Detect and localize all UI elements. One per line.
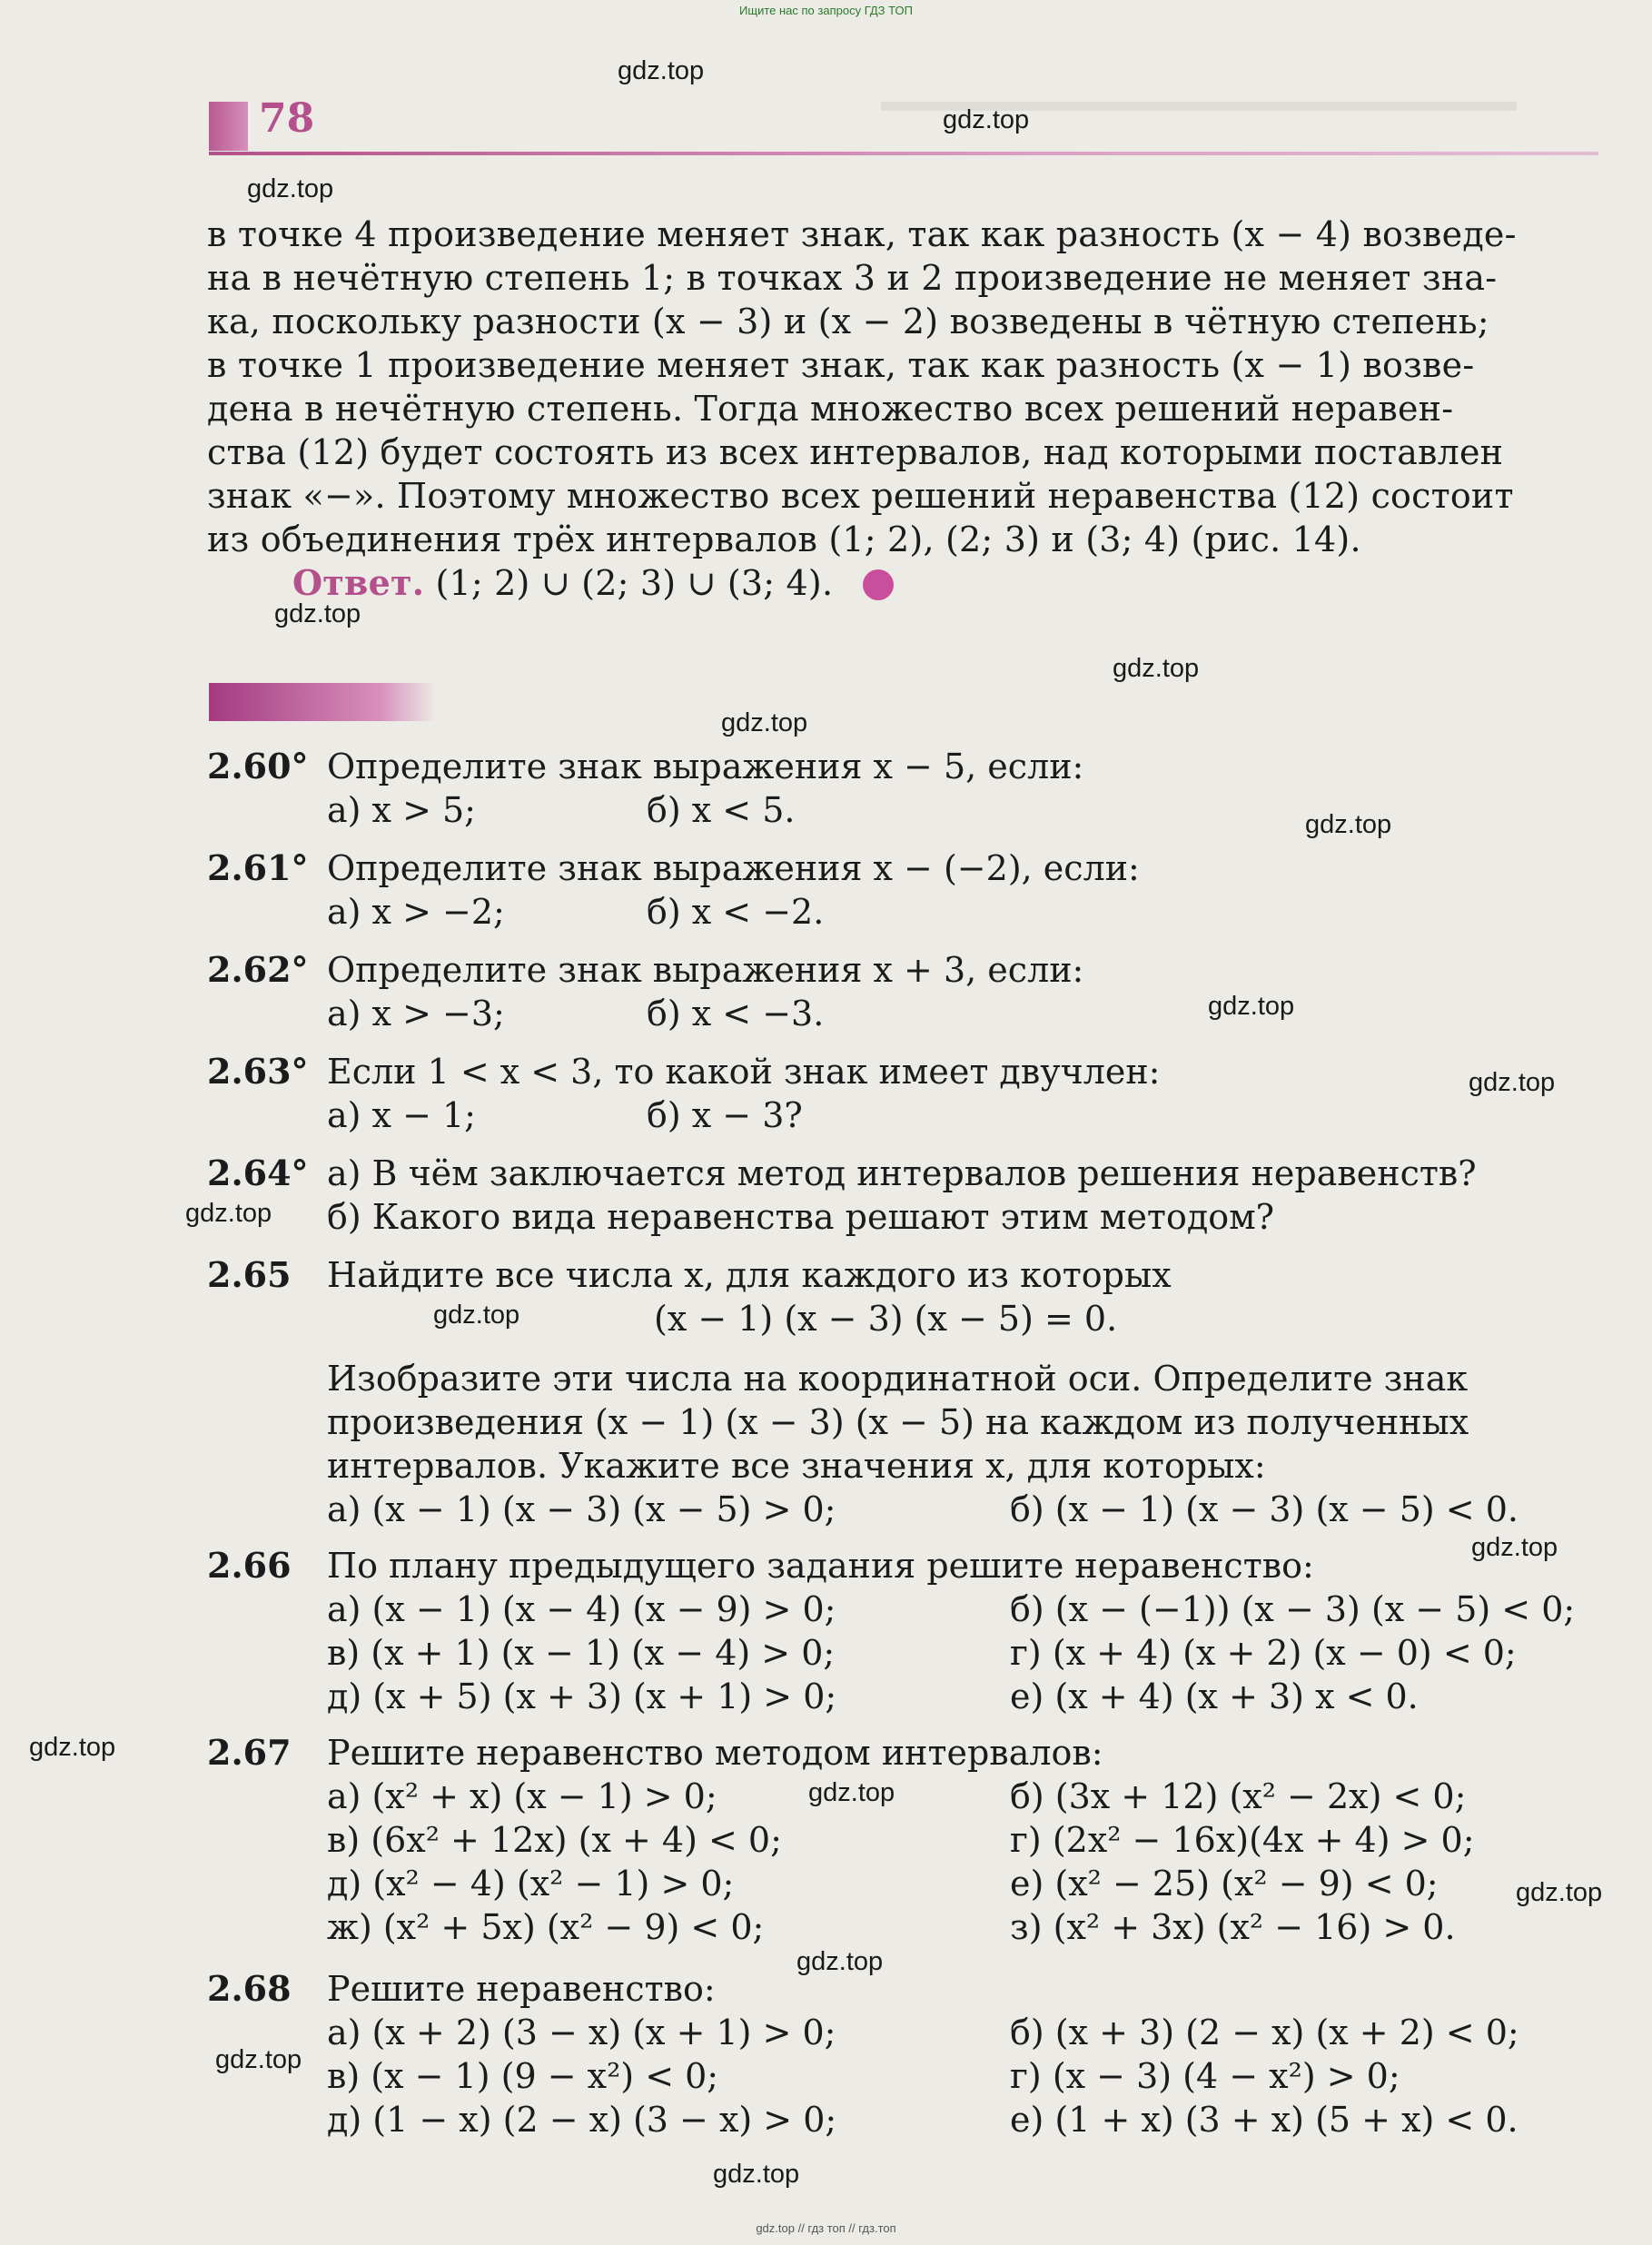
watermark: gdz.top xyxy=(808,1778,895,1807)
option-b: б) (3x + 12) (x² − 2x) < 0; xyxy=(1010,1776,1467,1816)
problem-number: 2.60° xyxy=(207,746,309,786)
problem-text: Определите знак выражения x + 3, если: xyxy=(327,950,1084,990)
option-a: а) (x − 1) (x − 3) (x − 5) > 0; xyxy=(327,1489,836,1529)
intro-line-5: дена в нечётную степень. Тогда множество всех решений неравен- xyxy=(207,389,1454,429)
watermark: gdz.top xyxy=(29,1733,116,1762)
problem-text: Решите неравенство: xyxy=(327,1969,716,2009)
watermark: gdz.top xyxy=(1516,1878,1603,1907)
intro-line-8: из объединения трёх интервалов (1; 2), (2; 3) и (3; 4) (рис. 14). xyxy=(207,519,1361,559)
answer-value: (1; 2) ∪ (2; 3) ∪ (3; 4). xyxy=(435,563,834,603)
watermark: gdz.top xyxy=(215,2045,302,2074)
watermark: gdz.top xyxy=(713,2160,800,2189)
problem-text: Если 1 < x < 3, то какой знак имеет двучлен: xyxy=(327,1052,1161,1092)
watermark: gdz.top xyxy=(433,1301,520,1330)
option-d: д) (x + 5) (x + 3) (x + 1) > 0; xyxy=(327,1676,837,1716)
watermark: gdz.top xyxy=(1469,1068,1556,1097)
option-d: д) (x² − 4) (x² − 1) > 0; xyxy=(327,1864,735,1904)
problem-number: 2.68 xyxy=(207,1968,292,2009)
intro-line-3: ка, поскольку разности (x − 3) и (x − 2) возведены в чётную степень; xyxy=(207,302,1489,341)
watermark: gdz.top xyxy=(721,708,808,737)
answer-label: Ответ. xyxy=(292,562,425,603)
option-e: е) (x + 4) (x + 3) x < 0. xyxy=(1010,1676,1419,1716)
problem-text-line: Изобразите эти числа на координатной оси. Определите знак xyxy=(327,1359,1469,1399)
watermark: gdz.top xyxy=(274,599,361,628)
option-g: г) (x + 4) (x + 2) (x − 0) < 0; xyxy=(1010,1633,1517,1673)
intro-line-1: в точке 4 произведение меняет знак, так как разность (x − 4) возведе- xyxy=(207,214,1517,254)
option-e: е) (x² − 25) (x² − 9) < 0; xyxy=(1010,1864,1439,1904)
answer-line xyxy=(292,561,1652,605)
page-number-marker xyxy=(209,102,248,151)
problem-text-line: произведения (x − 1) (x − 3) (x − 5) на каждом из полученных xyxy=(327,1402,1469,1442)
end-of-solution-marker xyxy=(863,569,894,600)
problem-number: 2.63° xyxy=(207,1051,309,1092)
option-a: а) x − 1; xyxy=(327,1095,476,1135)
problem-number: 2.66 xyxy=(207,1545,292,1586)
problem-number: 2.61° xyxy=(207,847,309,888)
intro-line-7: знак «−». Поэтому множество всех решений неравенства (12) состоит xyxy=(207,476,1514,516)
option-b: б) x < 5. xyxy=(647,790,796,830)
option-a: а) (x + 2) (3 − x) (x + 1) > 0; xyxy=(327,2013,836,2052)
option-a: а) x > 5; xyxy=(327,790,476,830)
watermark: gdz.top xyxy=(185,1199,272,1228)
option-b: б) x − 3? xyxy=(647,1095,803,1135)
problem-number: 2.64° xyxy=(207,1152,309,1193)
option-z: з) (x² + 3x) (x² − 16) > 0. xyxy=(1010,1907,1456,1947)
option-v: в) (6x² + 12x) (x + 4) < 0; xyxy=(327,1820,782,1860)
problem-number: 2.67 xyxy=(207,1732,292,1773)
watermark: gdz.top xyxy=(1208,992,1295,1021)
top-note: Ищите нас по запросу ГДЗ ТОП xyxy=(739,4,913,17)
option-a: а) (x² + x) (x − 1) > 0; xyxy=(327,1776,717,1816)
problem-text: Решите неравенство методом интервалов: xyxy=(327,1733,1103,1773)
option-e: е) (1 + x) (3 + x) (5 + x) < 0. xyxy=(1010,2100,1518,2140)
option-b: б) x < −3. xyxy=(647,994,825,1033)
option-b: б) (x − 1) (x − 3) (x − 5) < 0. xyxy=(1010,1489,1518,1529)
option-g: г) (2x² − 16x)(4x + 4) > 0; xyxy=(1010,1820,1475,1860)
watermark: gdz.top xyxy=(1471,1533,1558,1562)
problem-text: Определите знак выражения x − (−2), если: xyxy=(327,848,1140,888)
intro-line-6: ства (12) будет состоять из всех интервалов, над которыми поставлен xyxy=(207,432,1504,472)
option-v: в) (x + 1) (x − 1) (x − 4) > 0; xyxy=(327,1633,836,1673)
watermark: gdz.top xyxy=(1305,810,1392,839)
option-b: б) (x − (−1)) (x − 3) (x − 5) < 0; xyxy=(1010,1589,1576,1629)
header-rule xyxy=(209,152,1598,155)
option-a: а) В чём заключается метод интервалов решения неравенств? xyxy=(327,1153,1477,1193)
page-number: 78 xyxy=(259,95,315,142)
option-b: б) Какого вида неравенства решают этим методом? xyxy=(327,1197,1275,1237)
option-a: а) (x − 1) (x − 4) (x − 9) > 0; xyxy=(327,1589,836,1629)
problem-text-line: интервалов. Укажите все значения x, для которых: xyxy=(327,1446,1266,1486)
option-d: д) (1 − x) (2 − x) (3 − x) > 0; xyxy=(327,2100,837,2140)
problem-text: По плану предыдущего задания решите неравенство: xyxy=(327,1546,1314,1586)
problem-number: 2.62° xyxy=(207,949,309,990)
option-zh: ж) (x² + 5x) (x² − 9) < 0; xyxy=(327,1907,765,1947)
problem-text: Определите знак выражения x − 5, если: xyxy=(327,747,1084,786)
option-b: б) x < −2. xyxy=(647,892,825,932)
problem-equation: (x − 1) (x − 3) (x − 5) = 0. xyxy=(654,1299,1118,1339)
watermark: gdz.top xyxy=(1113,654,1200,683)
intro-line-2: на в нечётную степень 1; в точках 3 и 2 произведение не меняет зна- xyxy=(207,258,1498,298)
bottom-note: gdz.top // гдз топ // гдз.топ xyxy=(756,2221,896,2235)
intro-line-4: в точке 1 произведение меняет знак, так как разность (x − 1) возве- xyxy=(207,345,1475,385)
watermark: gdz.top xyxy=(618,56,705,85)
problem-number: 2.65 xyxy=(207,1254,292,1295)
watermark: gdz.top xyxy=(943,105,1030,134)
watermark: gdz.top xyxy=(247,174,334,203)
option-g: г) (x − 3) (4 − x²) > 0; xyxy=(1010,2056,1400,2096)
option-b: б) (x + 3) (2 − x) (x + 2) < 0; xyxy=(1010,2013,1519,2052)
problem-text: Найдите все числа x, для каждого из которых xyxy=(327,1255,1172,1295)
option-v: в) (x − 1) (9 − x²) < 0; xyxy=(327,2056,719,2096)
watermark: gdz.top xyxy=(796,1947,884,1976)
option-a: а) x > −2; xyxy=(327,892,505,932)
exercises-section-bar xyxy=(209,683,436,721)
option-a: а) x > −3; xyxy=(327,994,505,1033)
